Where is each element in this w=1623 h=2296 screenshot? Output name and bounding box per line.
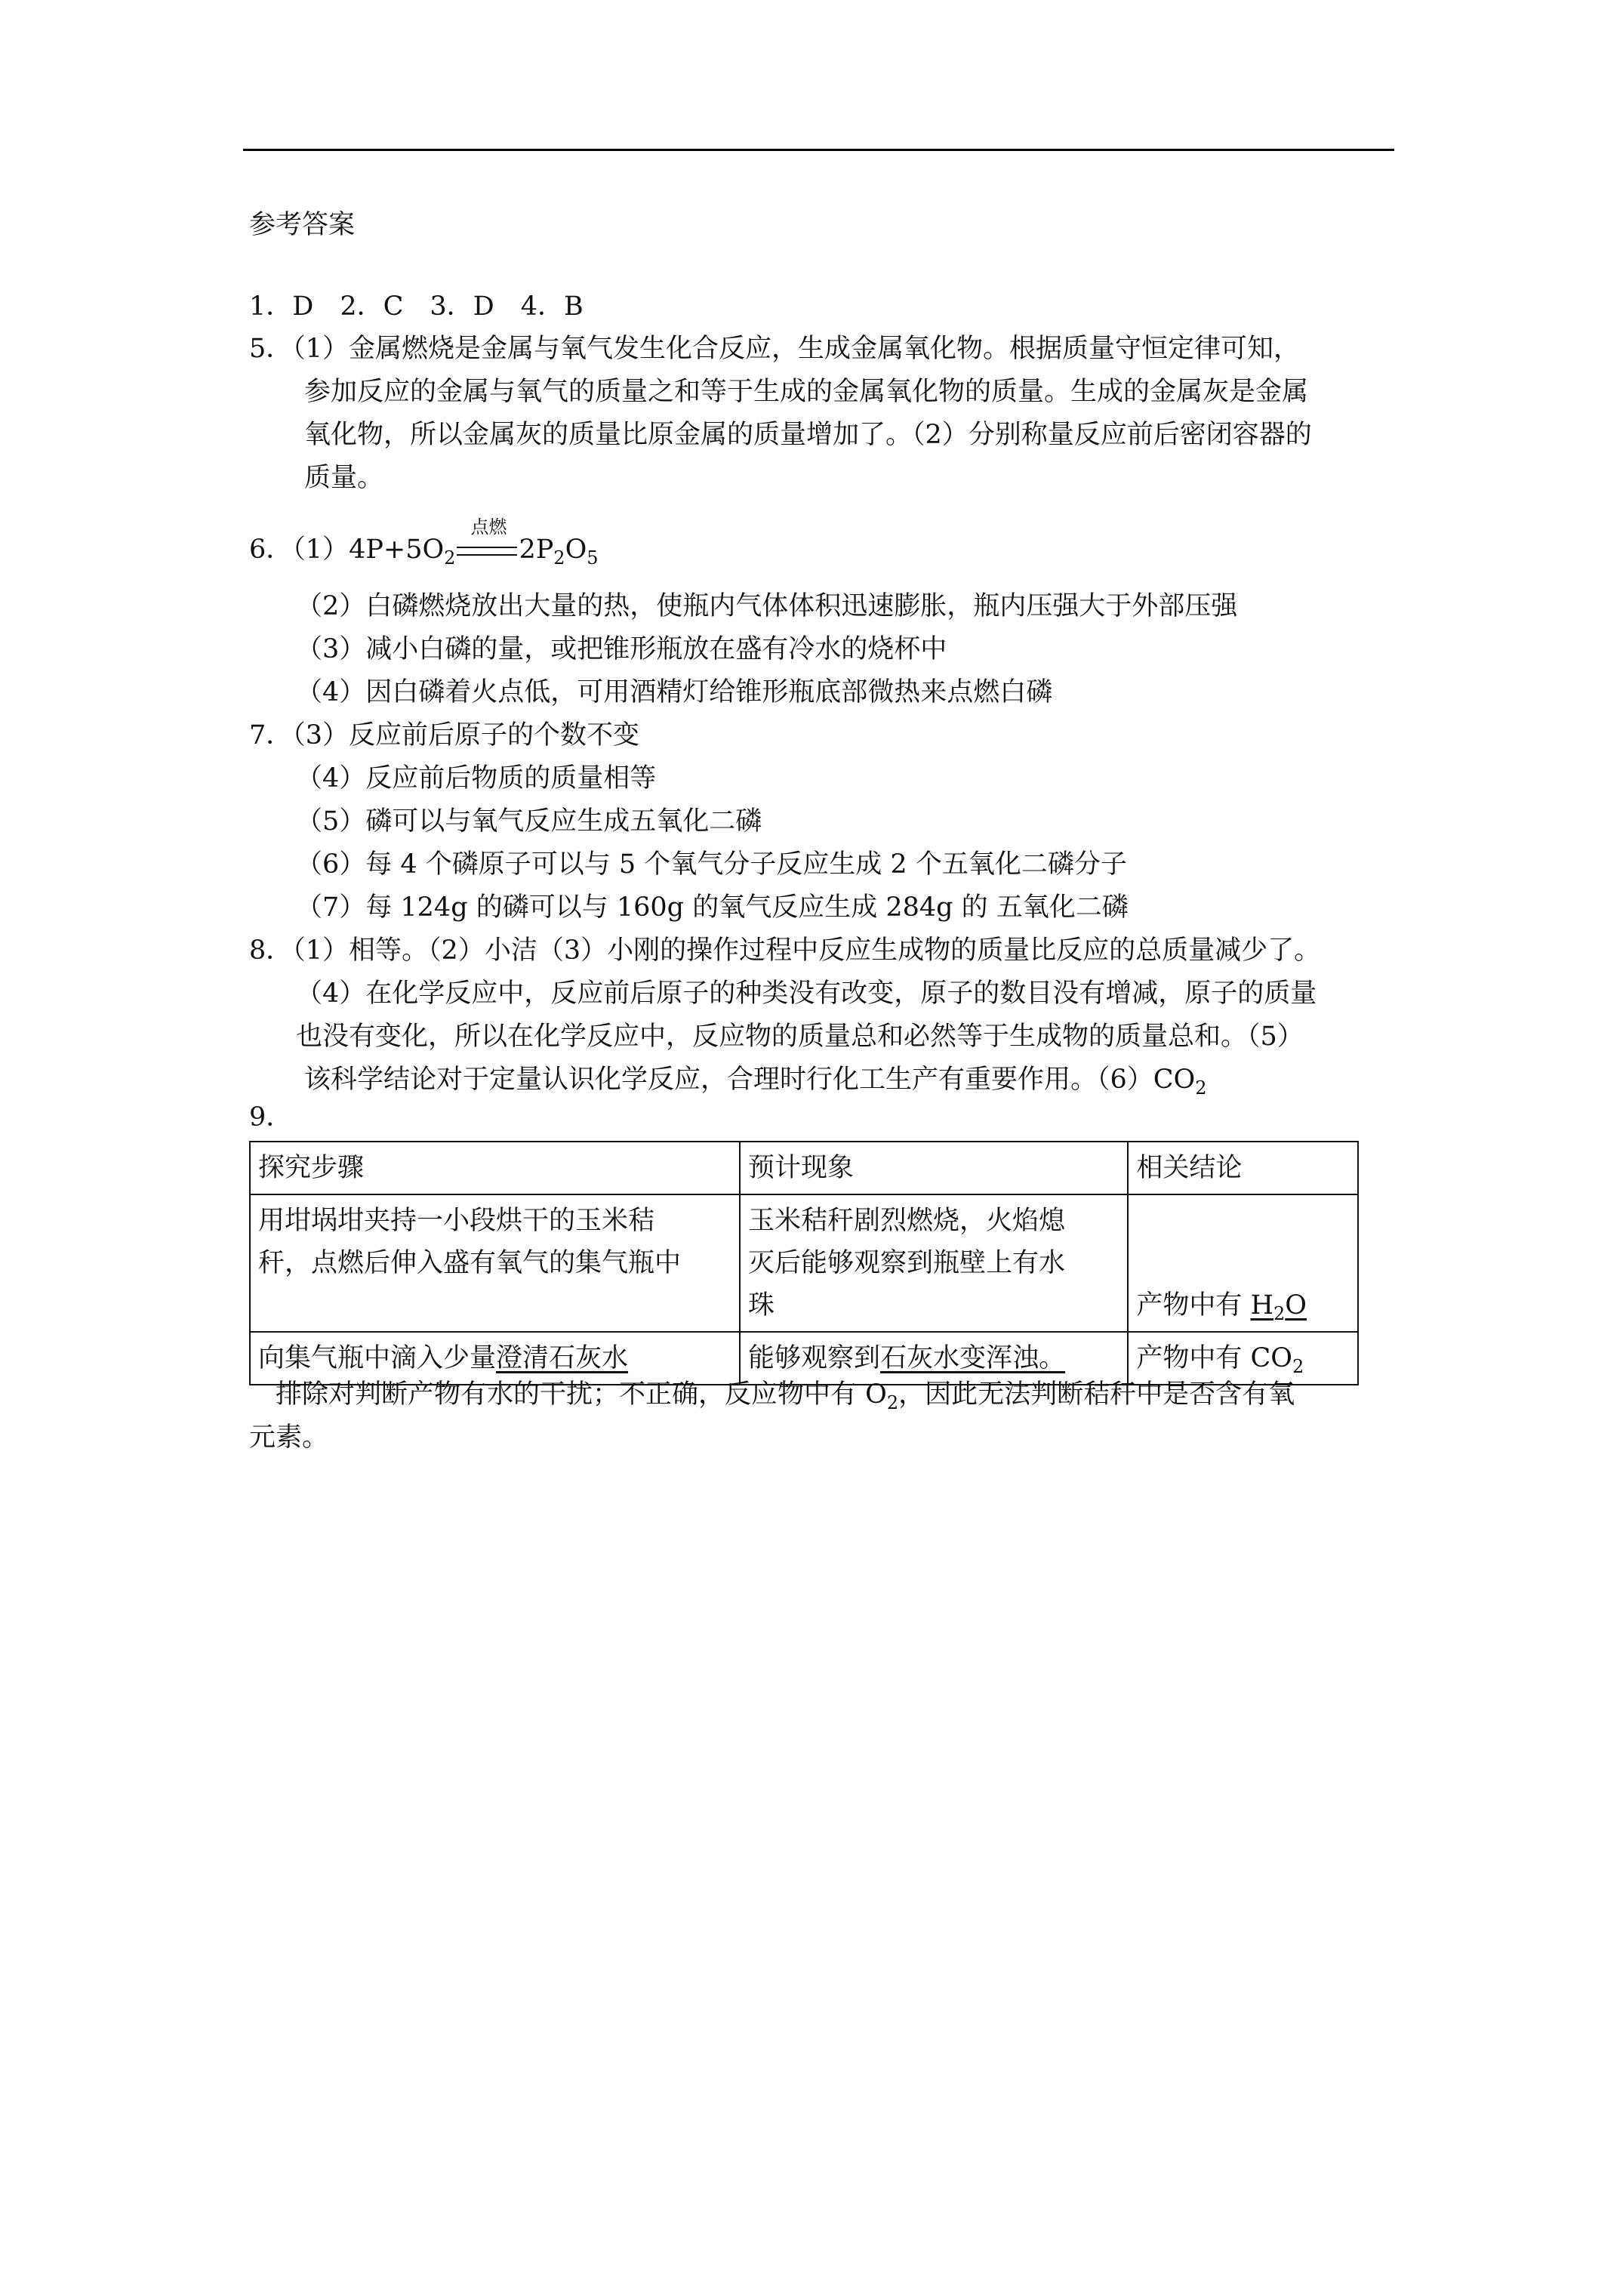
cell-text: 向集气瓶中滴入少量 — [258, 1343, 497, 1373]
q5-line-1 — [249, 334, 1300, 364]
q9-after-line-2: 元素。 — [249, 1422, 329, 1453]
q6-label-1: （1） — [292, 535, 350, 565]
q8-line-4 — [304, 1065, 1207, 1099]
eq-left-sub: 2 — [444, 547, 456, 569]
q9-after-line-1 — [276, 1379, 1295, 1413]
q5-number: 5． — [249, 334, 293, 364]
reaction-arrow — [455, 516, 519, 565]
answer-sub: 2 — [1273, 1303, 1286, 1324]
q5-line-4: 质量。 — [304, 463, 384, 493]
q7-part-6: （6）每 4 个磷原子可以与 5 个氧气分子反应生成 2 个五氧化二磷分子 — [296, 849, 1127, 880]
chemical-equation — [349, 516, 599, 569]
header-cell-phenomena: 预计现象 — [740, 1142, 1128, 1194]
q5-line-2: 参加反应的金属与氧气的质量之和等于生成的金属氧化物的质量。生成的金属灰是金属 — [304, 377, 1309, 407]
q7-part-3: （3）反应前后原子的个数不变 — [292, 720, 640, 750]
cell-sub: 2 — [1292, 1356, 1304, 1377]
q8-text-1: （1）相等。（2）小洁（3）小刚的操作过程中反应生成物的质量比反应的总质量减少了。 — [292, 935, 1321, 966]
q7-part-7: （7）每 124g 的磷可以与 160g 的氧气反应生成 284g 的 五氧化二磷 — [296, 892, 1129, 923]
q6-number: 6． — [249, 535, 293, 565]
cell-line: 用坩埚坩夹持一小段烘干的玉米秸 — [258, 1206, 655, 1236]
table-cell — [250, 1332, 740, 1385]
cell-line: 玉米秸秆剧烈燃烧，火焰熄 — [748, 1206, 1066, 1236]
cell-line: 秆，点燃后伸入盛有氧气的集气瓶中 — [258, 1248, 682, 1278]
q8-line-4-text: 该科学结论对于定量认识化学反应，合理时行化工生产有重要作用。（6）CO — [304, 1065, 1196, 1095]
eq-right-sub1: 2 — [553, 547, 565, 569]
q7-part-4: （4）反应前后物质的质量相等 — [296, 763, 657, 794]
table-header-row — [250, 1142, 1358, 1194]
cell-line: 珠 — [748, 1290, 775, 1321]
answers-1-4: 1．D 2．C 3．D 4．B — [249, 291, 584, 322]
q8-line-2: （4）在化学反应中，反应前后原子的种类没有改变，原子的数目没有增减，原子的质量 — [296, 978, 1317, 1009]
eq-right-b: O — [565, 535, 587, 565]
after-text-b: ，因此无法判断秸秆中是否含有氧 — [898, 1379, 1295, 1410]
q6-part-2: （2）白磷燃烧放出大量的热，使瓶内气体体积迅速膨胀，瓶内压强大于外部压强 — [296, 591, 1238, 621]
table-cell — [740, 1332, 1128, 1385]
cell-text: 能够观察到 — [748, 1343, 881, 1373]
q9-number: 9． — [249, 1102, 293, 1133]
cell-line: 灭后能够观察到瓶壁上有水 — [748, 1248, 1066, 1278]
q7-line-1 — [249, 720, 639, 750]
table-row — [250, 1194, 1358, 1332]
q6-part-4: （4）因白磷着火点低，可用酒精灯给锥形瓶底部微热来点燃白磷 — [296, 677, 1053, 707]
header-cell-conclusion: 相关结论 — [1128, 1142, 1358, 1194]
answer-part: O — [1285, 1290, 1307, 1321]
header-cell-steps: 探究步骤 — [250, 1142, 740, 1194]
table-cell — [250, 1194, 740, 1332]
q7-number: 7． — [249, 720, 293, 750]
table-cell — [1128, 1194, 1358, 1332]
underlined-answer: 澄清石灰水 — [496, 1343, 629, 1373]
q5-line-3: 氧化物，所以金属灰的质量比原金属的质量增加了。（2）分别称量反应前后密闭容器的 — [304, 420, 1312, 450]
cell-text: 产物中有 — [1136, 1290, 1251, 1321]
q6-part-3: （3）减小白磷的量，或把锥形瓶放在盛有冷水的烧杯中 — [296, 634, 947, 664]
header-rule — [243, 149, 1394, 151]
equals-sign — [457, 547, 517, 556]
experiment-table — [249, 1141, 1359, 1385]
eq-right-a: 2P — [519, 535, 554, 565]
underlined-answer: 石灰水变浑浊。 — [880, 1343, 1066, 1373]
cell-text: 产物中有 CO — [1136, 1343, 1292, 1373]
table-cell — [740, 1194, 1128, 1332]
eq-left: 4P+5O — [349, 535, 445, 565]
answer-part: H — [1250, 1290, 1273, 1321]
q5-text-1: （1）金属燃烧是金属与氧气发生化合反应，生成金属氧化物。根据质量守恒定律可知， — [292, 334, 1301, 364]
table-cell — [1128, 1332, 1358, 1385]
q8-number: 8． — [249, 935, 293, 966]
q8-line-3: 也没有变化，所以在化学反应中，反应物的质量总和必然等于生成物的质量总和。（5） — [296, 1022, 1304, 1052]
underlined-answer — [1250, 1290, 1307, 1324]
q8-line-4-sub: 2 — [1195, 1077, 1207, 1099]
q8-line-1 — [249, 935, 1320, 966]
eq-right-sub2: 5 — [587, 547, 599, 569]
q6-equation-line — [249, 516, 599, 569]
table-row — [250, 1332, 1358, 1385]
q7-part-5: （5）磷可以与氧气反应生成五氧化二磷 — [296, 806, 762, 837]
after-sub: 2 — [886, 1392, 899, 1413]
page-title: 参考答案 — [249, 210, 356, 240]
after-text-a: 排除对判断产物有水的干扰；不正确，反应物中有 O — [276, 1379, 887, 1410]
eq-condition: 点燃 — [470, 516, 507, 538]
